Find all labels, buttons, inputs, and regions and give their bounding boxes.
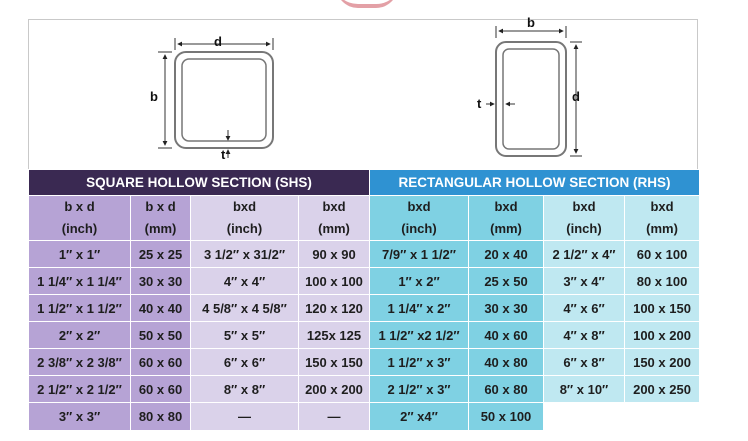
rhs-cell: 3″ x 4″ [544, 268, 625, 295]
rhs-cell: 4″ x 6″ [544, 295, 625, 322]
rhs-b-label: b [527, 15, 535, 30]
rhs-cell: 60 x 100 [625, 241, 700, 268]
shs-cell: 200 x 200 [299, 376, 370, 403]
rhs-cell: 150 x 200 [625, 349, 700, 376]
rhs-cell: 2″ x4″ [370, 403, 469, 431]
column-header: bxd (inch) [370, 196, 469, 241]
rhs-cell: 20 x 40 [469, 241, 544, 268]
column-header: bxd (mm) [625, 196, 700, 241]
table-row [29, 268, 700, 295]
table-row [29, 322, 700, 349]
rhs-cell: 25 x 50 [469, 268, 544, 295]
rhs-cell: 1 1/2″ x 3″ [370, 349, 469, 376]
shs-cell: 25 x 25 [131, 241, 191, 268]
shs-cell: 2 3/8″ x 2 3/8″ [29, 349, 131, 376]
shs-cell: 3 1/2″ x 31/2″ [191, 241, 299, 268]
rhs-cell: 2 1/2″ x 3″ [370, 376, 469, 403]
rhs-d-label: d [572, 89, 580, 104]
column-header: bxd (inch) [191, 196, 299, 241]
shs-d-label: d [214, 34, 222, 49]
table-row [29, 403, 700, 431]
shs-diagram [158, 38, 273, 158]
shs-cell: 4″ x 4″ [191, 268, 299, 295]
table-row [29, 241, 700, 268]
column-header: bxd (inch) [544, 196, 625, 241]
rhs-cell: 8″ x 10″ [544, 376, 625, 403]
empty-cell [544, 403, 625, 431]
shs-cell: 30 x 30 [131, 268, 191, 295]
column-header: b x d (inch) [29, 196, 131, 241]
column-header: bxd (mm) [469, 196, 544, 241]
shs-cell: 40 x 40 [131, 295, 191, 322]
column-header-row [29, 196, 700, 241]
empty-cell [625, 403, 700, 431]
hollow-sections-table [28, 169, 700, 431]
rhs-cell: 4″ x 8″ [544, 322, 625, 349]
rhs-cell: 50 x 100 [469, 403, 544, 431]
shs-cell: 2″ x 2″ [29, 322, 131, 349]
column-header: bxd (mm) [299, 196, 370, 241]
rhs-cell: 30 x 30 [469, 295, 544, 322]
rhs-cell: 7/9″ x 1 1/2″ [370, 241, 469, 268]
table-row [29, 295, 700, 322]
table-row [29, 376, 700, 403]
rhs-cell: 1 1/4″ x 2″ [370, 295, 469, 322]
shs-cell: 60 x 60 [131, 349, 191, 376]
shs-cell: 125x 125 [299, 322, 370, 349]
shs-b-label: b [150, 89, 158, 104]
section-title-row [29, 170, 700, 196]
rhs-cell: 100 x 200 [625, 322, 700, 349]
rhs-cell: 200 x 250 [625, 376, 700, 403]
rhs-title: RECTANGULAR HOLLOW SECTION (RHS) [370, 170, 700, 196]
shs-cell: 1 1/4″ x 1 1/4″ [29, 268, 131, 295]
rhs-cell: 1″ x 2″ [370, 268, 469, 295]
rhs-t-label: t [477, 96, 482, 111]
shs-cell: 120 x 120 [299, 295, 370, 322]
rhs-cell: 60 x 80 [469, 376, 544, 403]
shs-cell: 1″ x 1″ [29, 241, 131, 268]
shs-cell: 6″ x 6″ [191, 349, 299, 376]
rhs-diagram [486, 26, 582, 156]
rhs-cell: 40 x 60 [469, 322, 544, 349]
shs-cell: 1 1/2″ x 1 1/2″ [29, 295, 131, 322]
rhs-cell: 6″ x 8″ [544, 349, 625, 376]
rhs-cell: 100 x 150 [625, 295, 700, 322]
shs-title: SQUARE HOLLOW SECTION (SHS) [29, 170, 370, 196]
shs-cell: — [299, 403, 370, 431]
shs-cell: 90 x 90 [299, 241, 370, 268]
shs-cell: 8″ x 8″ [191, 376, 299, 403]
rhs-cell: 2 1/2″ x 4″ [544, 241, 625, 268]
rhs-cell: 1 1/2″ x2 1/2″ [370, 322, 469, 349]
shs-cell: 4 5/8″ x 4 5/8″ [191, 295, 299, 322]
shs-cell: 2 1/2″ x 2 1/2″ [29, 376, 131, 403]
shs-cell: 80 x 80 [131, 403, 191, 431]
shs-cell: 3″ x 3″ [29, 403, 131, 431]
shs-t-label: t [221, 147, 226, 162]
shs-cell: 5″ x 5″ [191, 322, 299, 349]
column-header: b x d (mm) [131, 196, 191, 241]
rhs-cell: 40 x 80 [469, 349, 544, 376]
shs-cell: 100 x 100 [299, 268, 370, 295]
table-row [29, 349, 700, 376]
shs-cell: 150 x 150 [299, 349, 370, 376]
shs-cell: 50 x 50 [131, 322, 191, 349]
shs-cell: 60 x 60 [131, 376, 191, 403]
rhs-cell: 80 x 100 [625, 268, 700, 295]
shs-cell: — [191, 403, 299, 431]
section-diagrams [0, 0, 748, 170]
